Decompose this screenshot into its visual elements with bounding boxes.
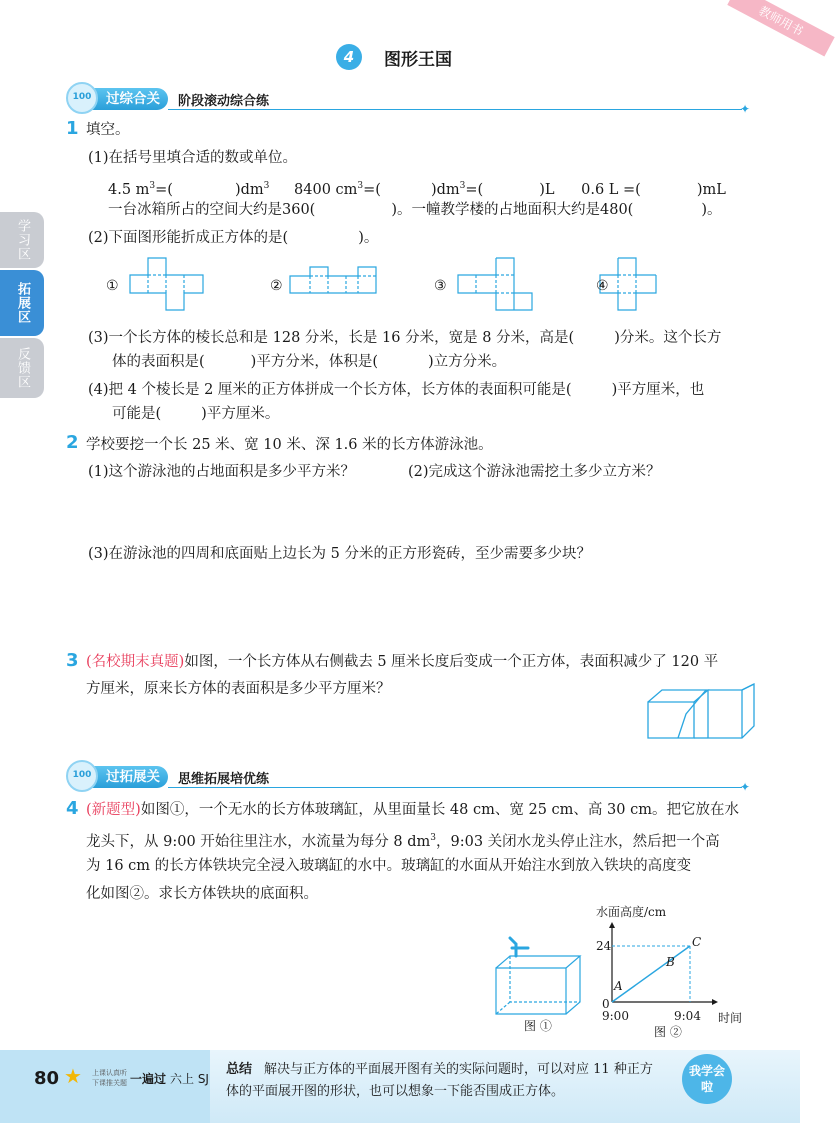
choice-2: ②	[270, 278, 283, 294]
badge-100-icon: 100	[66, 82, 98, 114]
star-mascot-icon: ★	[64, 1064, 82, 1088]
figure-1-tank	[488, 930, 588, 1040]
section-subtitle: 阶段滚动综合练	[178, 94, 270, 109]
divider	[168, 109, 742, 110]
star-icon: ✦	[739, 102, 750, 116]
q1-part4-line1: (4)把 4 个棱长是 2 厘米的正方体拼成一个长方体，长方体的表面积可能是( )平方厘米，也	[88, 382, 705, 398]
q4-text2: 龙头下，从 9:00 开始往里注水，水流量为每分 8 $dm^3$，9:03 关闭水龙头停止注水，然后把一个高	[86, 833, 720, 850]
fig1-label: 图 ①	[524, 1019, 552, 1033]
section-title: 过拓展关	[72, 766, 168, 788]
q1-estimate-row: 一台冰箱所占的空间大约是360( )。一幢教学楼的占地面积大约是480( )。	[108, 202, 722, 218]
origin-label: 0	[602, 997, 610, 1011]
badge-100-icon: 100	[66, 760, 98, 792]
slogan-1: 上课认真听	[92, 1069, 127, 1077]
cube-net-2	[290, 267, 376, 293]
y-tick-24: 24	[596, 939, 612, 953]
section-bar-comprehensive	[72, 88, 750, 116]
figure-2-graph	[594, 898, 774, 1038]
q1-title: 填空。	[86, 122, 130, 138]
q3-cuboid-figure	[642, 680, 762, 744]
cube-net-1	[130, 258, 203, 310]
q2-sub3: (3)在游泳池的四周和底面贴上边长为 5 分米的正方形瓷砖，至少需要多少块？	[88, 546, 591, 562]
section-bar-extension	[72, 766, 750, 794]
q4-text1: (新题型)如图①，一个无水的长方体玻璃缸，从里面量长 48 cm、宽 25 cm、高 30 cm。把它放在水	[86, 802, 739, 818]
q2-sub1: (1)这个游泳池的占地面积是多少平方米？	[88, 464, 356, 480]
footer	[0, 1050, 800, 1123]
summary-line1: 总结 解决与正方体的平面展开图有关的实际问题时，可以对应 11 种正方	[226, 1062, 653, 1077]
q2-number: 2	[66, 432, 79, 453]
point-b: B	[666, 955, 675, 969]
point-c: C	[692, 935, 702, 949]
q4-text3: 为 16 cm 的长方体铁块完全浸入玻璃缸的水中。玻璃缸的水面从开始注水到放入铁块的高度变	[86, 858, 692, 874]
corner-ribbon	[720, 0, 806, 40]
q4-tag: (新题型)	[86, 802, 141, 818]
q2-title: 学校要挖一个长 25 米、宽 10 米、深 1.6 米的长方体游泳池。	[86, 437, 493, 453]
cube-nets-figure	[100, 248, 660, 320]
series-line	[612, 946, 690, 1002]
q3-tag: (名校期末真题)	[86, 654, 185, 670]
q4-number: 4	[66, 798, 79, 819]
unit-number: 4	[336, 44, 362, 70]
section-title: 过综合关	[72, 88, 168, 110]
choice-1: ①	[106, 278, 119, 294]
choice-4: ④	[596, 278, 609, 294]
x-tick-904: 9:04	[674, 1009, 701, 1023]
q3-number: 3	[66, 650, 79, 671]
mascot-badge: 我学会啦	[682, 1054, 732, 1104]
fig2-label: 图 ②	[654, 1025, 682, 1039]
q1-units-row: 4.5 $m^3=$( )$dm^3$ 8400 $cm^3=$( )$dm^3=$( )L 0.6 L =( )mL	[108, 181, 726, 198]
q1-part4-line2: 可能是( )平方厘米。	[112, 406, 280, 422]
q1-number: 1	[66, 118, 79, 139]
brand-name: 一遍过	[130, 1072, 167, 1086]
cube-net-3	[458, 258, 532, 310]
q2-sub2: (2)完成这个游泳池需挖土多少立方米？	[408, 464, 661, 480]
tab-study[interactable]: 学习区	[0, 212, 44, 268]
q1-part1: (1)在括号里填合适的数或单位。	[88, 150, 298, 166]
summary-line2: 体的平面展开图的形状，也可以想象一下能否围成正方体。	[226, 1084, 565, 1099]
x-tick-900: 9:00	[602, 1009, 629, 1023]
unit-title: 图形王国	[384, 50, 452, 70]
tab-extend[interactable]: 拓展区	[0, 270, 44, 336]
tab-feedback[interactable]: 反馈区	[0, 338, 44, 398]
point-a: A	[614, 979, 623, 993]
page-number: 80	[34, 1068, 60, 1089]
slogan-2: 下课推关题	[92, 1079, 127, 1087]
summary-label: 总结	[226, 1062, 253, 1077]
star-icon: ✦	[739, 780, 750, 794]
corner-label: 教师用书	[727, 0, 834, 57]
y-axis-label: 水面高度/cm	[596, 905, 667, 919]
q1-part2: (2)下面图形能折成正方体的是( )。	[88, 230, 379, 246]
q4-text4: 化如图②。求长方体铁块的底面积。	[86, 886, 318, 902]
choice-3: ③	[434, 278, 447, 294]
q1-part3-line1: (3)一个长方体的棱长总和是 128 分米，长是 16 分米，宽是 8 分米，高是( )分米。这个长方	[88, 330, 722, 346]
q1-part3-line2: 体的表面积是( )平方分米，体积是( )立方分米。	[112, 354, 507, 370]
y-axis-arrow	[609, 922, 615, 928]
q3-text2: 方厘米，原来长方体的表面积是多少平方厘米？	[86, 681, 391, 697]
section-subtitle: 思维拓展培优练	[178, 772, 270, 787]
x-axis-arrow	[712, 999, 718, 1005]
q3-text1: (名校期末真题)如图，一个长方体从右侧截去 5 厘米长度后变成一个正方体，表面积减少了 120 平	[86, 654, 719, 670]
divider	[168, 787, 742, 788]
x-axis-label: 时间	[718, 1011, 743, 1025]
grade-label: 六上 SJ	[170, 1072, 209, 1086]
